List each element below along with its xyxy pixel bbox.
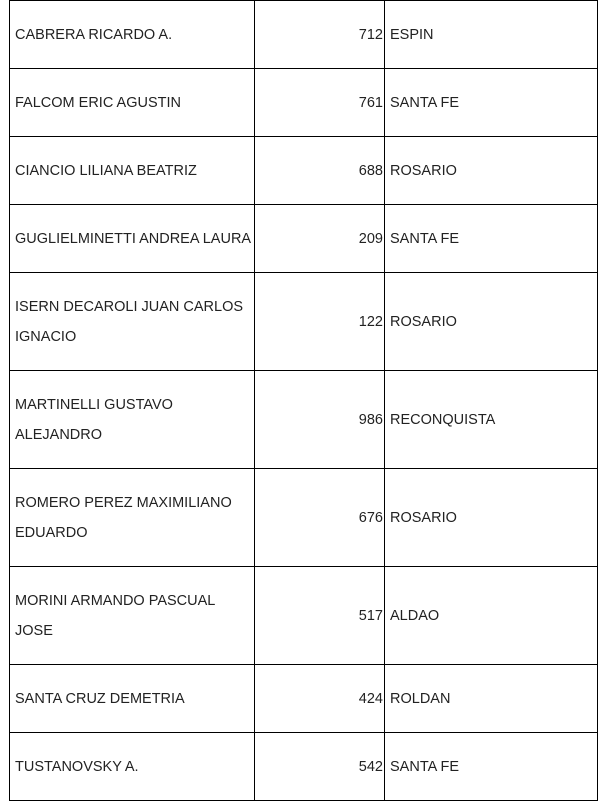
person-name-cell: FALCOM ERIC AGUSTIN <box>10 69 255 137</box>
table-row <box>10 205 598 273</box>
table-row <box>10 1 598 69</box>
person-name-cell: CABRERA RICARDO A. <box>10 1 255 69</box>
table-row <box>10 371 598 469</box>
roster-table <box>9 0 598 801</box>
city-cell: ESPIN <box>385 1 598 69</box>
number-cell: 676 <box>255 469 385 567</box>
person-name-cell: MORINI ARMANDO PASCUAL JOSE <box>10 567 255 665</box>
city-cell: SANTA FE <box>385 205 598 273</box>
table-row <box>10 567 598 665</box>
city-cell: SANTA FE <box>385 69 598 137</box>
city-cell: ROSARIO <box>385 137 598 205</box>
number-cell: 542 <box>255 733 385 801</box>
city-cell: ALDAO <box>385 567 598 665</box>
number-cell: 424 <box>255 665 385 733</box>
number-cell: 122 <box>255 273 385 371</box>
number-cell: 712 <box>255 1 385 69</box>
number-cell: 209 <box>255 205 385 273</box>
number-cell: 517 <box>255 567 385 665</box>
number-cell: 986 <box>255 371 385 469</box>
person-name-cell: MARTINELLI GUSTAVO ALEJANDRO <box>10 371 255 469</box>
table-row <box>10 137 598 205</box>
number-cell: 761 <box>255 69 385 137</box>
city-cell: SANTA FE <box>385 733 598 801</box>
table-row <box>10 469 598 567</box>
table-row <box>10 733 598 801</box>
person-name-cell: SANTA CRUZ DEMETRIA <box>10 665 255 733</box>
person-name-cell: CIANCIO LILIANA BEATRIZ <box>10 137 255 205</box>
city-cell: RECONQUISTA <box>385 371 598 469</box>
person-name-cell: TUSTANOVSKY A. <box>10 733 255 801</box>
number-cell: 688 <box>255 137 385 205</box>
city-cell: ROSARIO <box>385 273 598 371</box>
city-cell: ROLDAN <box>385 665 598 733</box>
person-name-cell: ISERN DECAROLI JUAN CARLOS IGNACIO <box>10 273 255 371</box>
city-cell: ROSARIO <box>385 469 598 567</box>
table-row <box>10 273 598 371</box>
table-row <box>10 69 598 137</box>
person-name-cell: GUGLIELMINETTI ANDREA LAURA <box>10 205 255 273</box>
person-name-cell: ROMERO PEREZ MAXIMILIANO EDUARDO <box>10 469 255 567</box>
table-row <box>10 665 598 733</box>
